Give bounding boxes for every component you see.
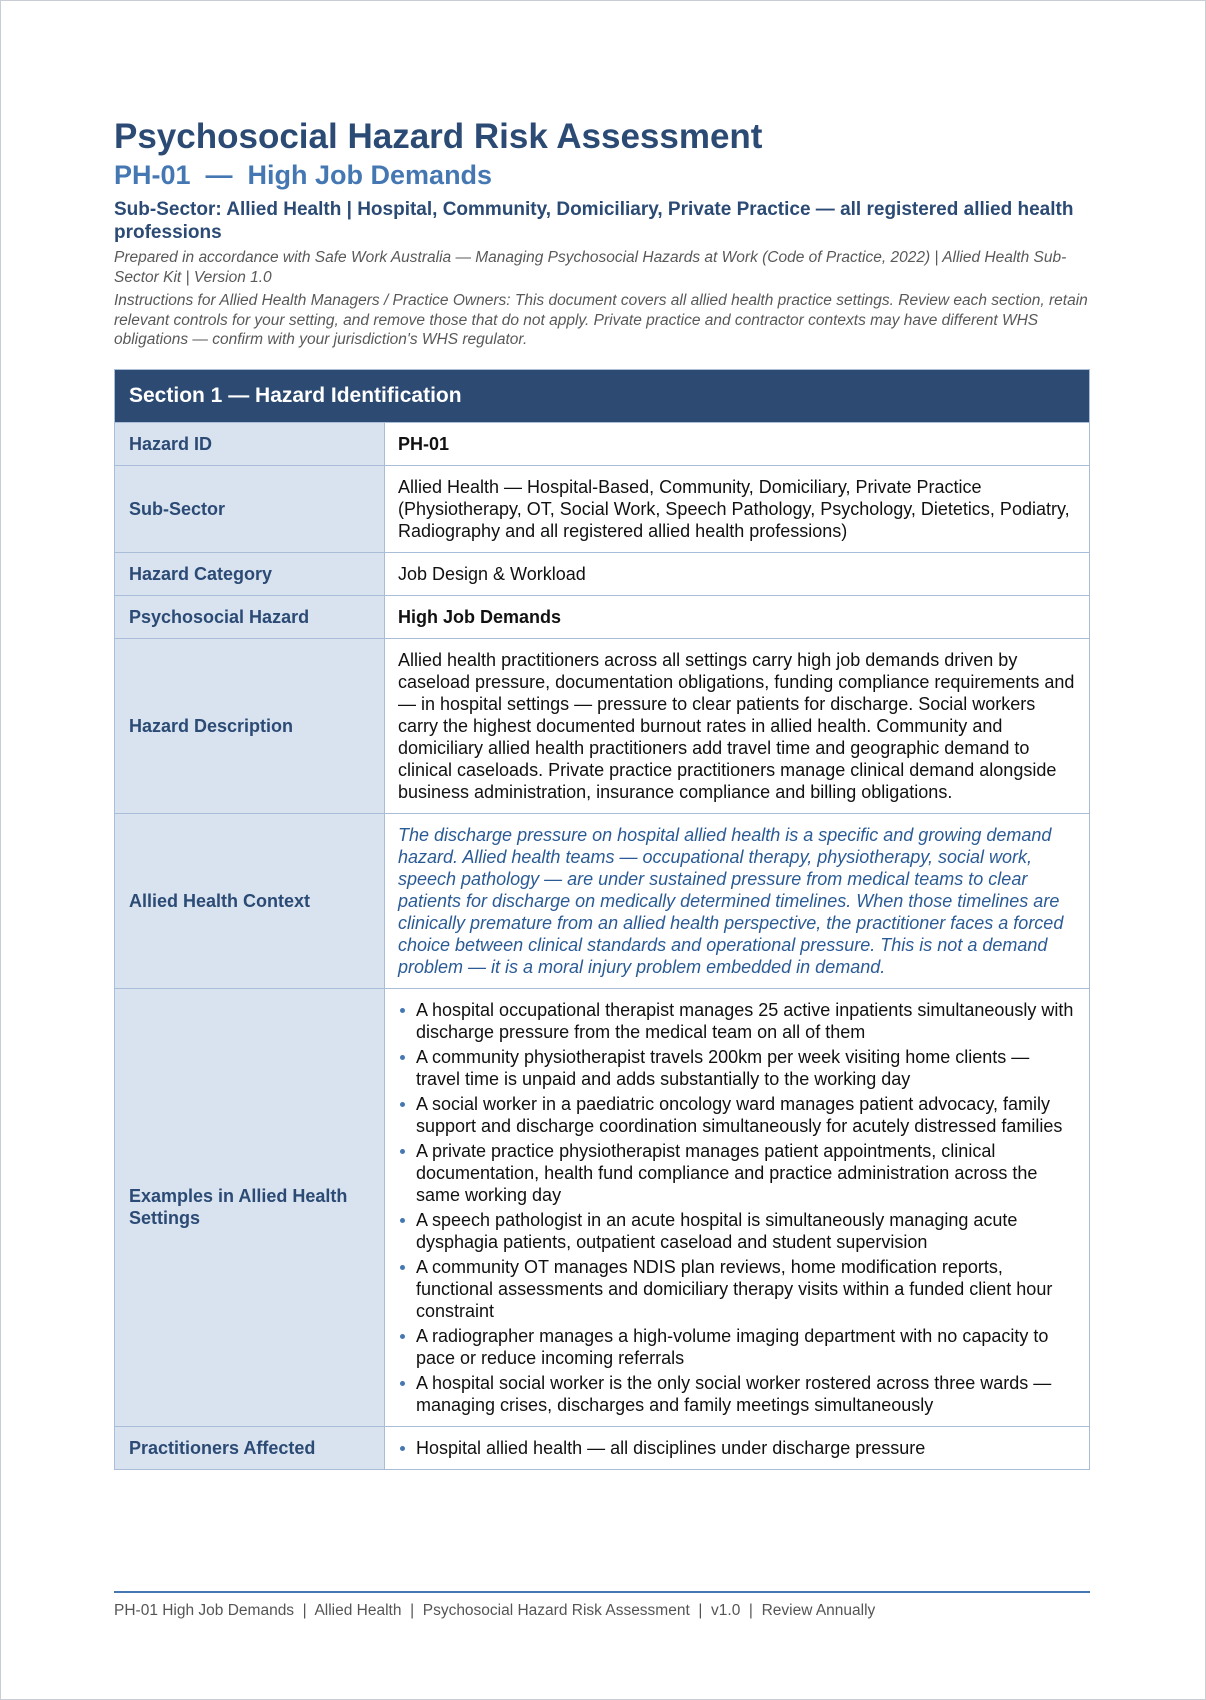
row-label: Psychosocial Hazard (115, 596, 385, 638)
row-sub-sector (115, 465, 1089, 552)
list-item (398, 1046, 1076, 1090)
bullet-icon (400, 1381, 405, 1386)
list-item-text: A community physiotherapist travels 200km per week visiting home clients — travel time is unpaid and adds substantially to the working day (416, 1046, 1030, 1089)
list-item-text: A hospital social worker is the only social worker rostered across three wards — managing crises, discharges and family meetings simultaneously (416, 1372, 1052, 1415)
bullet-icon (400, 1149, 405, 1154)
row-label: Hazard Category (115, 553, 385, 595)
bullet-icon (400, 1334, 405, 1339)
list-item-text: Hospital allied health — all disciplines under discharge pressure (416, 1437, 926, 1458)
prepared-note: Prepared in accordance with Safe Work Australia — Managing Psychosocial Hazards at Work (Code of Practice, 2022) | Allied Health Sub-Sector Kit | Version 1.0 (114, 249, 1067, 286)
row-label: Allied Health Context (115, 814, 385, 988)
section-1-table (114, 369, 1090, 1470)
list-item-text: A hospital occupational therapist manages 25 active inpatients simultaneously with discharge pressure from the medical team on all of them (416, 999, 1074, 1042)
row-hazard-category (115, 552, 1089, 595)
row-value: Allied health practitioners across all settings carry high job demands driven by caseload pressure, documentation obligations, funding compliance requirements and — in hospital settings — pressure to clear patients for discharge. Social workers carry the highest documented burnout rates in allied health. Community and domiciliary allied health practitioners add travel time and geographic demand to clinical caseloads. Private practice practitioners manage clinical demand alongside business administration, insurance compliance and billing obligations. (398, 649, 1075, 802)
hazard-subtitle: PH-01 — High Job Demands (114, 160, 493, 190)
sub-sector-line: Sub-Sector: Allied Health | Hospital, Community, Domiciliary, Private Practice — all registered allied health professions (114, 199, 1074, 243)
document-title: Psychosocial Hazard Risk Assessment (114, 117, 763, 156)
practitioners-list (398, 1437, 1076, 1459)
list-item-text: A radiographer manages a high-volume imaging department with no capacity to pace or reduce incoming referrals (416, 1325, 1049, 1368)
row-label: Hazard Description (115, 639, 385, 813)
row-value (385, 1427, 1089, 1469)
row-label: Hazard ID (115, 423, 385, 465)
list-item-text: A social worker in a paediatric oncology ward manages patient advocacy, family support and discharge coordination simultaneously for acutely distressed families (416, 1093, 1063, 1136)
page-footer: PH-01 High Job Demands | Allied Health | Psychosocial Hazard Risk Assessment | v1.0 | Review Annually (114, 1602, 876, 1619)
list-item (398, 1140, 1076, 1206)
examples-list (398, 999, 1076, 1416)
row-value (385, 989, 1089, 1426)
bullet-icon (400, 1218, 405, 1223)
bullet-icon (400, 1102, 405, 1107)
bullet-icon (400, 1055, 405, 1060)
row-practitioners-affected (115, 1426, 1089, 1469)
row-value: Job Design & Workload (398, 563, 586, 584)
bullet-icon (400, 1008, 405, 1013)
row-value: Allied Health — Hospital-Based, Community, Domiciliary, Private Practice (Physiotherapy, OT, Social Work, Speech Pathology, Psychology, Dietetics, Podiatry, Radiography and all registered allied health professions) (398, 476, 1070, 541)
list-item-text: A speech pathologist in an acute hospital is simultaneously managing acute dysphagia patients, outpatient caseload and student supervision (416, 1209, 1018, 1252)
row-label: Sub-Sector (115, 466, 385, 552)
list-item (398, 1093, 1076, 1137)
list-item (398, 1325, 1076, 1369)
list-item (398, 1209, 1076, 1253)
row-value: The discharge pressure on hospital allied health is a specific and growing demand hazard. Allied health teams — occupational therapy, physiotherapy, social work, speech pathology — are under sustained pressure from medical teams to clear patients for discharge on medically determined timelines. When those timelines are clinically premature from an allied health perspective, the practitioner faces a forced choice between clinical standards and operational pressure. This is not a demand problem — it is a moral injury problem embedded in demand. (398, 824, 1064, 977)
list-item-text: A private practice physiotherapist manages patient appointments, clinical documentation, health fund compliance and practice administration across the same working day (416, 1140, 1038, 1205)
row-examples (115, 988, 1089, 1426)
section-1-header: Section 1 — Hazard Identification (115, 370, 1089, 422)
row-label: Practitioners Affected (115, 1427, 385, 1469)
footer-divider (114, 1591, 1090, 1593)
row-value: High Job Demands (398, 606, 562, 627)
list-item (398, 999, 1076, 1043)
instructions-note: Instructions for Allied Health Managers / Practice Owners: This document covers all allied health practice settings. Review each section, retain relevant controls for your setting, and remove those that do not apply. Private practice and contractor contexts may have different WHS obligations — confirm with your jurisdiction's WHS regulator. (114, 292, 1088, 348)
list-item (398, 1256, 1076, 1322)
list-item (398, 1437, 1076, 1459)
bullet-icon (400, 1446, 405, 1451)
row-hazard-id (115, 422, 1089, 465)
document-content (114, 116, 1090, 1470)
row-allied-health-context (115, 813, 1089, 988)
list-item-text: A community OT manages NDIS plan reviews, home modification reports, functional assessments and domiciliary therapy visits within a funded client hour constraint (416, 1256, 1053, 1321)
list-item (398, 1372, 1076, 1416)
bullet-icon (400, 1265, 405, 1270)
row-hazard-description (115, 638, 1089, 813)
row-value: PH-01 (398, 433, 450, 454)
row-psychosocial-hazard (115, 595, 1089, 638)
row-label: Examples in Allied Health Settings (115, 989, 385, 1426)
